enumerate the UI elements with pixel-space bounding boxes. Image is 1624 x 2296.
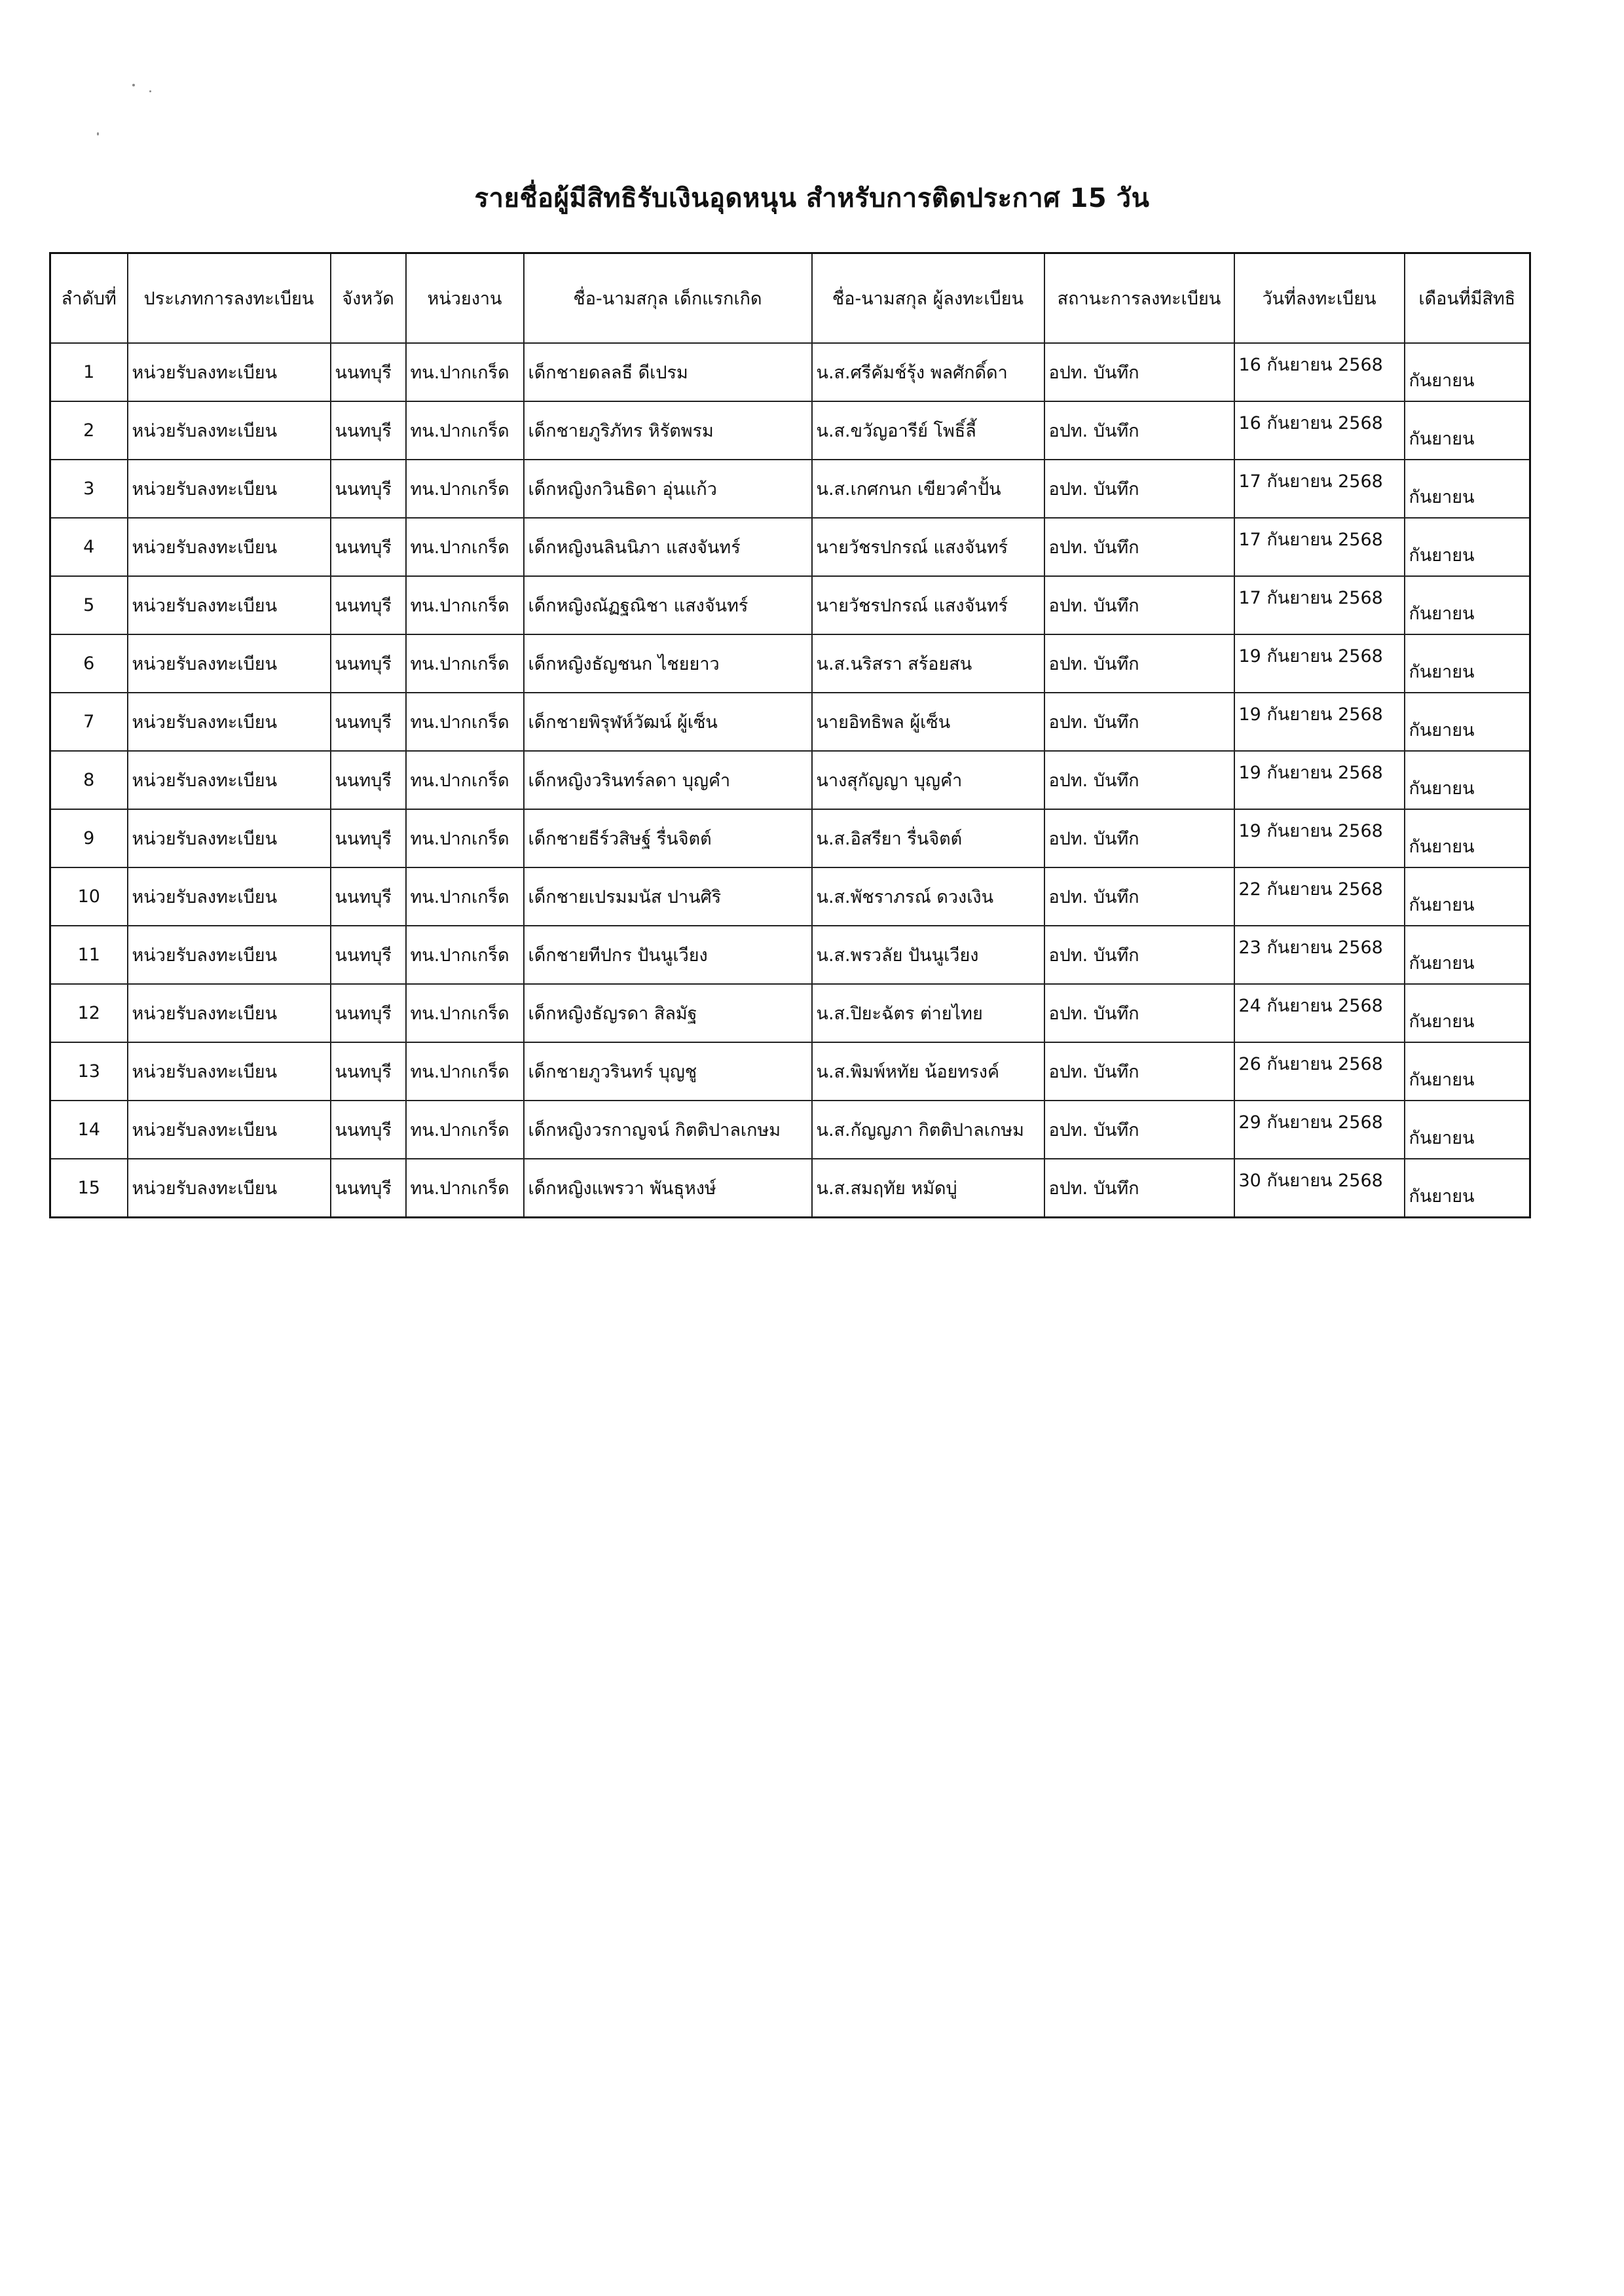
cell-registrant-name: นายวัชรปกรณ์ แสงจันทร์ (812, 518, 1044, 576)
cell-registrant-name: น.ส.นริสรา สร้อยสน (812, 634, 1044, 693)
cell-registration-date: 26 กันยายน 2568 (1234, 1042, 1405, 1101)
cell-registration-date: 22 กันยายน 2568 (1234, 867, 1405, 926)
cell-order-number: 7 (50, 693, 128, 751)
header-newborn-name: ชื่อ-นามสกุล เด็กแรกเกิด (524, 253, 812, 344)
cell-province: นนทบุรี (331, 1101, 406, 1159)
cell-newborn-name: เด็กหญิงนลินนิภา แสงจันทร์ (524, 518, 812, 576)
cell-agency: ทน.ปากเกร็ด (406, 1101, 524, 1159)
cell-eligible-month: กันยายน (1405, 867, 1530, 926)
header-registration-date: วันที่ลงทะเบียน (1234, 253, 1405, 344)
cell-eligible-month: กันยายน (1405, 751, 1530, 809)
cell-registration-type: หน่วยรับลงทะเบียน (128, 693, 331, 751)
page-title: รายชื่อผู้มีสิทธิรับเงินอุดหนุน สำหรับการติดประกาศ 15 วัน (474, 183, 1150, 213)
cell-order-number: 3 (50, 460, 128, 518)
cell-province: นนทบุรี (331, 1042, 406, 1101)
cell-agency: ทน.ปากเกร็ด (406, 634, 524, 693)
cell-registration-type: หน่วยรับลงทะเบียน (128, 751, 331, 809)
cell-agency: ทน.ปากเกร็ด (406, 518, 524, 576)
table-body (50, 343, 1530, 1218)
table-row (50, 343, 1530, 401)
cell-province: นนทบุรี (331, 401, 406, 460)
cell-newborn-name: เด็กหญิงธัญชนก ไชยยาว (524, 634, 812, 693)
cell-order-number: 14 (50, 1101, 128, 1159)
cell-registration-status: อปท. บันทึก (1044, 460, 1234, 518)
table-header-row (50, 253, 1530, 344)
header-registrant-name: ชื่อ-นามสกุล ผู้ลงทะเบียน (812, 253, 1044, 344)
scan-speck (149, 90, 151, 92)
cell-registration-type: หน่วยรับลงทะเบียน (128, 1042, 331, 1101)
cell-registrant-name: น.ส.พรวลัย ปันนูเวียง (812, 926, 1044, 984)
cell-registrant-name: น.ส.ขวัญอารีย์ โพธิ์ลี้ (812, 401, 1044, 460)
cell-province: นนทบุรี (331, 984, 406, 1042)
scan-speck (97, 132, 99, 136)
cell-registration-date: 16 กันยายน 2568 (1234, 343, 1405, 401)
cell-registration-type: หน่วยรับลงทะเบียน (128, 809, 331, 867)
cell-registration-status: อปท. บันทึก (1044, 343, 1234, 401)
cell-newborn-name: เด็กหญิงวรินทร์ลดา บุญคำ (524, 751, 812, 809)
cell-registration-type: หน่วยรับลงทะเบียน (128, 867, 331, 926)
cell-province: นนทบุรี (331, 867, 406, 926)
cell-registration-status: อปท. บันทึก (1044, 1042, 1234, 1101)
cell-registration-date: 17 กันยายน 2568 (1234, 576, 1405, 634)
cell-agency: ทน.ปากเกร็ด (406, 867, 524, 926)
table-row (50, 1101, 1530, 1159)
cell-registration-status: อปท. บันทึก (1044, 1159, 1234, 1218)
cell-registration-status: อปท. บันทึก (1044, 634, 1234, 693)
cell-registration-date: 19 กันยายน 2568 (1234, 809, 1405, 867)
table-row (50, 809, 1530, 867)
table-row (50, 1159, 1530, 1218)
cell-newborn-name: เด็กชายธีร์วสิษฐ์ รื่นจิตต์ (524, 809, 812, 867)
cell-province: นนทบุรี (331, 751, 406, 809)
table-row (50, 401, 1530, 460)
cell-province: นนทบุรี (331, 926, 406, 984)
table-row (50, 867, 1530, 926)
cell-registration-status: อปท. บันทึก (1044, 1101, 1234, 1159)
cell-agency: ทน.ปากเกร็ด (406, 809, 524, 867)
cell-newborn-name: เด็กชายพิรุฬห์วัฒน์ ผู้เซ็น (524, 693, 812, 751)
table-row (50, 751, 1530, 809)
cell-newborn-name: เด็กชายดลลธี ดีเปรม (524, 343, 812, 401)
cell-registration-date: 19 กันยายน 2568 (1234, 693, 1405, 751)
cell-eligible-month: กันยายน (1405, 926, 1530, 984)
cell-registrant-name: นายวัชรปกรณ์ แสงจันทร์ (812, 576, 1044, 634)
cell-eligible-month: กันยายน (1405, 343, 1530, 401)
cell-agency: ทน.ปากเกร็ด (406, 926, 524, 984)
cell-eligible-month: กันยายน (1405, 809, 1530, 867)
cell-order-number: 12 (50, 984, 128, 1042)
cell-province: นนทบุรี (331, 634, 406, 693)
cell-order-number: 1 (50, 343, 128, 401)
cell-agency: ทน.ปากเกร็ด (406, 576, 524, 634)
cell-newborn-name: เด็กหญิงวรกาญจน์ กิตติปาลเกษม (524, 1101, 812, 1159)
scan-speck (132, 84, 135, 86)
cell-registrant-name: น.ส.ศรีคัมช์รุ้ง พลศักดิ์ดา (812, 343, 1044, 401)
cell-newborn-name: เด็กหญิงธัญรดา สิลมัฐ (524, 984, 812, 1042)
header-registration-type: ประเภทการลงทะเบียน (128, 253, 331, 344)
cell-eligible-month: กันยายน (1405, 1101, 1530, 1159)
cell-agency: ทน.ปากเกร็ด (406, 1042, 524, 1101)
cell-registration-status: อปท. บันทึก (1044, 693, 1234, 751)
cell-registrant-name: น.ส.พัชราภรณ์ ดวงเงิน (812, 867, 1044, 926)
cell-newborn-name: เด็กชายภูวรินทร์ บุญชู (524, 1042, 812, 1101)
cell-order-number: 2 (50, 401, 128, 460)
table-row (50, 926, 1530, 984)
cell-registrant-name: นางสุกัญญา บุญคำ (812, 751, 1044, 809)
cell-registration-date: 29 กันยายน 2568 (1234, 1101, 1405, 1159)
cell-province: นนทบุรี (331, 460, 406, 518)
eligible-recipients-table (49, 252, 1531, 1218)
cell-registration-date: 30 กันยายน 2568 (1234, 1159, 1405, 1218)
cell-registration-status: อปท. บันทึก (1044, 401, 1234, 460)
table-row (50, 984, 1530, 1042)
cell-province: นนทบุรี (331, 1159, 406, 1218)
header-order-number: ลำดับที่ (50, 253, 128, 344)
cell-eligible-month: กันยายน (1405, 1042, 1530, 1101)
cell-registration-type: หน่วยรับลงทะเบียน (128, 343, 331, 401)
cell-province: นนทบุรี (331, 576, 406, 634)
table-row (50, 634, 1530, 693)
cell-registration-status: อปท. บันทึก (1044, 926, 1234, 984)
cell-registration-date: 24 กันยายน 2568 (1234, 984, 1405, 1042)
cell-registration-status: อปท. บันทึก (1044, 984, 1234, 1042)
cell-registration-type: หน่วยรับลงทะเบียน (128, 926, 331, 984)
cell-registration-type: หน่วยรับลงทะเบียน (128, 518, 331, 576)
cell-eligible-month: กันยายน (1405, 401, 1530, 460)
cell-registration-type: หน่วยรับลงทะเบียน (128, 460, 331, 518)
cell-agency: ทน.ปากเกร็ด (406, 984, 524, 1042)
cell-registration-date: 17 กันยายน 2568 (1234, 460, 1405, 518)
cell-registration-status: อปท. บันทึก (1044, 751, 1234, 809)
cell-registration-type: หน่วยรับลงทะเบียน (128, 634, 331, 693)
table-row (50, 518, 1530, 576)
cell-eligible-month: กันยายน (1405, 984, 1530, 1042)
cell-province: นนทบุรี (331, 809, 406, 867)
cell-registration-date: 16 กันยายน 2568 (1234, 401, 1405, 460)
cell-registration-date: 23 กันยายน 2568 (1234, 926, 1405, 984)
cell-eligible-month: กันยายน (1405, 634, 1530, 693)
cell-order-number: 9 (50, 809, 128, 867)
header-eligible-month: เดือนที่มีสิทธิ (1405, 253, 1530, 344)
cell-registration-date: 19 กันยายน 2568 (1234, 634, 1405, 693)
cell-registration-type: หน่วยรับลงทะเบียน (128, 1101, 331, 1159)
cell-eligible-month: กันยายน (1405, 1159, 1530, 1218)
cell-newborn-name: เด็กชายเปรมมนัส ปานศิริ (524, 867, 812, 926)
cell-registrant-name: นายอิทธิพล ผู้เซ็น (812, 693, 1044, 751)
cell-registration-date: 19 กันยายน 2568 (1234, 751, 1405, 809)
cell-registration-type: หน่วยรับลงทะเบียน (128, 401, 331, 460)
cell-registrant-name: น.ส.เกศกนก เขียวคำปั้น (812, 460, 1044, 518)
header-registration-status: สถานะการลงทะเบียน (1044, 253, 1234, 344)
cell-agency: ทน.ปากเกร็ด (406, 401, 524, 460)
cell-agency: ทน.ปากเกร็ด (406, 1159, 524, 1218)
cell-registrant-name: น.ส.สมฤทัย หมัดบู่ (812, 1159, 1044, 1218)
header-province: จังหวัด (331, 253, 406, 344)
cell-registration-status: อปท. บันทึก (1044, 576, 1234, 634)
cell-order-number: 4 (50, 518, 128, 576)
cell-registration-type: หน่วยรับลงทะเบียน (128, 576, 331, 634)
cell-order-number: 8 (50, 751, 128, 809)
cell-province: นนทบุรี (331, 343, 406, 401)
cell-registrant-name: น.ส.ปิยะฉัตร ต่ายไทย (812, 984, 1044, 1042)
cell-registration-status: อปท. บันทึก (1044, 809, 1234, 867)
cell-agency: ทน.ปากเกร็ด (406, 343, 524, 401)
cell-registrant-name: น.ส.อิสรียา รื่นจิตต์ (812, 809, 1044, 867)
cell-order-number: 15 (50, 1159, 128, 1218)
table-row (50, 576, 1530, 634)
cell-agency: ทน.ปากเกร็ด (406, 460, 524, 518)
table-row (50, 1042, 1530, 1101)
cell-agency: ทน.ปากเกร็ด (406, 751, 524, 809)
cell-eligible-month: กันยายน (1405, 693, 1530, 751)
cell-registrant-name: น.ส.พิมพ์หทัย น้อยทรงค์ (812, 1042, 1044, 1101)
cell-order-number: 13 (50, 1042, 128, 1101)
table-row (50, 693, 1530, 751)
cell-newborn-name: เด็กหญิงแพรวา พันธุหงษ์ (524, 1159, 812, 1218)
cell-newborn-name: เด็กชายทีปกร ปันนูเวียง (524, 926, 812, 984)
cell-newborn-name: เด็กชายภูริภัทร หิรัตพรม (524, 401, 812, 460)
cell-province: นนทบุรี (331, 518, 406, 576)
cell-agency: ทน.ปากเกร็ด (406, 693, 524, 751)
header-agency: หน่วยงาน (406, 253, 524, 344)
cell-registration-type: หน่วยรับลงทะเบียน (128, 1159, 331, 1218)
table-row (50, 460, 1530, 518)
cell-registrant-name: น.ส.กัญญภา กิตติปาลเกษม (812, 1101, 1044, 1159)
cell-order-number: 6 (50, 634, 128, 693)
cell-newborn-name: เด็กหญิงณัฏฐณิชา แสงจันทร์ (524, 576, 812, 634)
cell-registration-status: อปท. บันทึก (1044, 518, 1234, 576)
cell-eligible-month: กันยายน (1405, 576, 1530, 634)
cell-registration-status: อปท. บันทึก (1044, 867, 1234, 926)
cell-newborn-name: เด็กหญิงกวินธิดา อุ่นแก้ว (524, 460, 812, 518)
cell-province: นนทบุรี (331, 693, 406, 751)
cell-eligible-month: กันยายน (1405, 460, 1530, 518)
cell-registration-type: หน่วยรับลงทะเบียน (128, 984, 331, 1042)
cell-registration-date: 17 กันยายน 2568 (1234, 518, 1405, 576)
cell-order-number: 5 (50, 576, 128, 634)
cell-eligible-month: กันยายน (1405, 518, 1530, 576)
cell-order-number: 11 (50, 926, 128, 984)
cell-order-number: 10 (50, 867, 128, 926)
